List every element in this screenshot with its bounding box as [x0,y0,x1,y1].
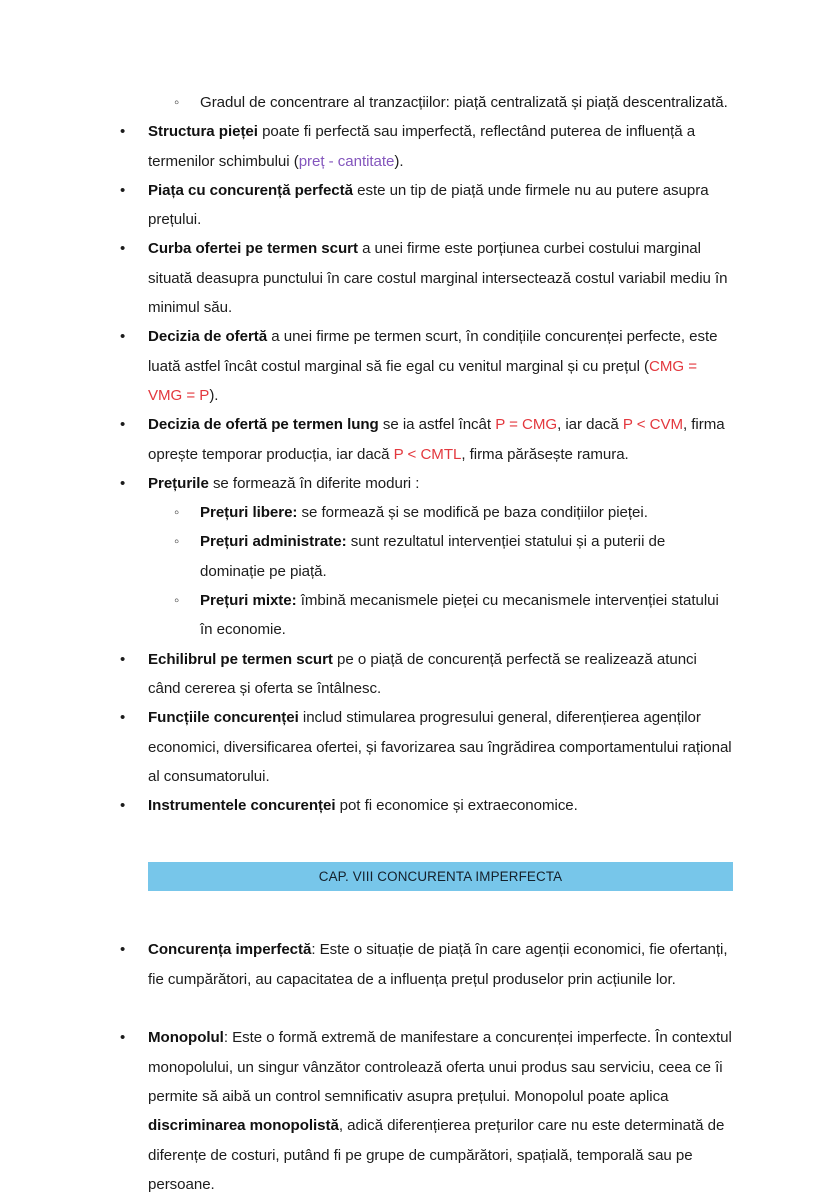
list-item-text: sunt rezultatul intervenției statului și a puterii de dominație pe piață. [200,533,666,580]
term-lead: Structura pieței [148,123,258,141]
term-lead: Prețuri mixte: [200,592,297,610]
chapter-banner-title: CAP. VIII CONCURENTA IMPERFECTA [148,862,733,891]
list-item-text: a unei firme este porțiunea curbei costului marginal situată deasupra punctului în care costul marginal intersectează costul variabil mediu în minimul său. [148,240,728,317]
list-item [0,117,828,176]
list-item-text: îmbină mecanismele pieței cu mecanismele intervenției statului în economie. [200,592,719,639]
document-content [0,88,828,1199]
highlight-red: P < CVM [622,416,683,434]
term-lead: Curba ofertei pe termen scurt [148,240,358,258]
term-lead: Instrumentele concurenței [148,797,336,815]
list-item [0,234,828,322]
list-item [148,586,733,645]
list-item [0,322,828,410]
list-item-text: , firma oprește temporar producția, iar dacă [148,416,725,463]
list-item [0,176,828,235]
chapter-bullet-list [0,935,828,1199]
list-item-text: se ia astfel încât [378,416,496,434]
term-lead: Echilibrul pe termen scurt [148,650,333,668]
list-item [0,469,828,645]
list-item-text: : Este o situație de piață în care agenții economici, fie ofertanți, fie cumpărători, au capacitatea de a influența prețul produselor prin acțiunile lor. [148,941,728,988]
list-item [0,410,828,469]
bold-inline-term: discriminarea monopolistă [148,1117,339,1135]
list-item-text: a unei firme pe termen scurt, în condițiile concurenței perfecte, este luată astfel încât costul marginal să fie egal cu venitul marginal și cu prețul ( [148,328,718,375]
term-lead: Funcțiile concurenței [148,709,299,727]
term-lead: Concurența imperfectă [148,941,312,959]
list-item [0,703,828,791]
list-item-text-tail: ). [394,152,404,170]
term-lead: Prețurile [148,474,209,492]
list-item-text: pot fi economice și extraeconomice. [335,797,578,815]
highlight-purple: preț - cantitate [298,152,395,170]
term-lead: Decizia de ofertă pe termen lung [148,416,379,434]
sub-bullet-list [148,88,733,117]
list-item-text: se formează în diferite moduri : [208,474,420,492]
list-item-text: poate fi perfectă sau imperfectă, reflectând puterea de influență a termenilor schimbului ( [148,123,696,170]
list-item [0,791,828,820]
spacer-row [0,994,828,1023]
list-item [148,88,733,117]
list-item [148,498,733,527]
chapter-banner-container [0,862,828,891]
list-item-text: includ stimularea progresului general, diferențierea agenților economici, diversificarea ofertei, și favorizarea sau îngrădirea comportamentului rațional al consumatorului. [148,709,732,785]
list-item [0,1023,828,1199]
main-bullet-list [0,117,828,820]
list-item-text: pe o piață de concurență perfectă se realizează atunci când cererea și oferta se întâlnesc. [148,650,697,697]
list-item-text: este un tip de piață unde firmele nu au putere asupra prețului. [148,181,709,229]
intro-sub-list [0,88,828,117]
list-item-text: se formează și se modifică pe baza condițiilor pieței. [297,504,648,522]
price-sub-list [148,498,733,644]
list-item-text: , iar dacă [557,416,623,434]
list-item-text-tail: ). [209,386,219,404]
list-item-text-tail: , adică diferențierea prețurilor care nu este determinată de diferențe de costuri, putând fi pe grupe de cumpărători, spațială, temporală sau pe persoane. [148,1117,725,1193]
highlight-red: P = CMG [495,416,558,434]
spacer [0,891,828,935]
highlight-red: P < CMTL [393,445,462,463]
list-item [0,645,828,704]
term-lead: Prețuri libere: [200,504,298,522]
list-item [148,527,733,586]
term-lead: Prețuri administrate: [200,533,347,551]
list-item [0,935,828,994]
term-lead: Piața cu concurență perfectă [148,181,353,199]
highlight-red: CMG = VMG = P [148,357,697,404]
term-lead: Monopolul [148,1029,224,1047]
list-item-text: Gradul de concentrare al tranzacțiilor: piață centralizată și piață descentralizată. [200,94,728,111]
list-item-text-tail: , firma părăsește ramura. [461,445,629,463]
term-lead: Decizia de ofertă [148,328,268,346]
list-item-text: : Este o formă extremă de manifestare a concurenței imperfecte. În contextul monopolului, un singur vânzător controlează oferta unui produs sau serviciu, ceea ce îi permite să aibă un control semnificativ asupra prețului. Monopolul poate aplica [148,1029,732,1105]
